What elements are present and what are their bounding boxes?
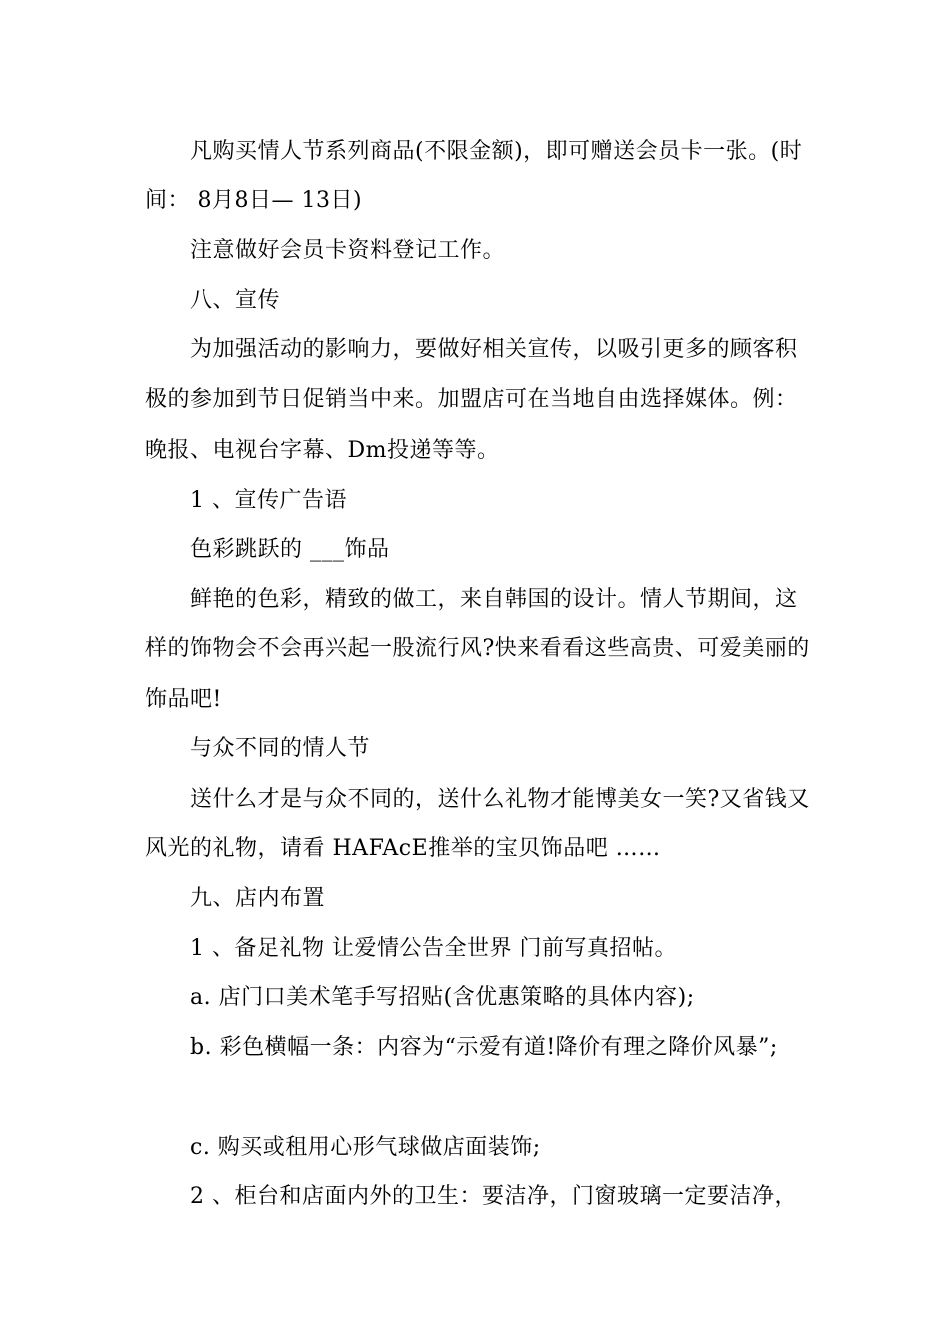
slogan-line: 与众不同的情人节	[190, 736, 371, 761]
list-item: 1 、备足礼物 让爱情公告全世界 门前写真招帖。	[190, 936, 677, 961]
paragraph-line: 极的参加到节日促销当中来。加盟店可在当地自由选择媒体。例：	[145, 387, 798, 412]
list-item: c. 购买或租用心形气球做店面装饰;	[190, 1135, 541, 1160]
subsection-heading: 1 、宣传广告语	[190, 488, 347, 513]
list-item: b. 彩色横幅一条：内容为“示爱有道!降价有理之降价风暴”;	[190, 1035, 778, 1060]
slogan-line: 色彩跳跃的 ___饰品	[190, 537, 390, 562]
paragraph-line: 饰品吧!	[145, 687, 222, 712]
paragraph-line: 晚报、电视台字幕、Dm投递等等。	[145, 438, 500, 463]
paragraph-line: 送什么才是与众不同的，送什么礼物才能博美女一笑?又省钱又	[190, 787, 810, 812]
section-heading: 九、店内布置	[190, 886, 326, 911]
section-heading: 八、宣传	[190, 288, 281, 313]
list-item: a. 店门口美术笔手写招贴(含优惠策略的具体内容);	[190, 985, 695, 1010]
list-item: 2 、柜台和店面内外的卫生：要洁净，门窗玻璃一定要洁净，	[190, 1184, 797, 1209]
paragraph-line: 为加强活动的影响力，要做好相关宣传，以吸引更多的顾客积	[190, 337, 798, 362]
paragraph-line: 样的饰物会不会再兴起一股流行风?快来看看这些高贵、可爱美丽的	[145, 636, 810, 661]
paragraph-line: 鲜艳的色彩，精致的做工，来自韩国的设计。情人节期间，这	[190, 587, 798, 612]
paragraph-line: 注意做好会员卡资料登记工作。	[190, 238, 506, 263]
paragraph-line: 间： 8月8日— 13日)	[145, 188, 363, 213]
paragraph-line: 凡购买情人节系列商品(不限金额)，即可赠送会员卡一张。(时	[190, 139, 803, 164]
paragraph-line: 风光的礼物，请看 HAFAcE推举的宝贝饰品吧 ……	[145, 836, 661, 861]
